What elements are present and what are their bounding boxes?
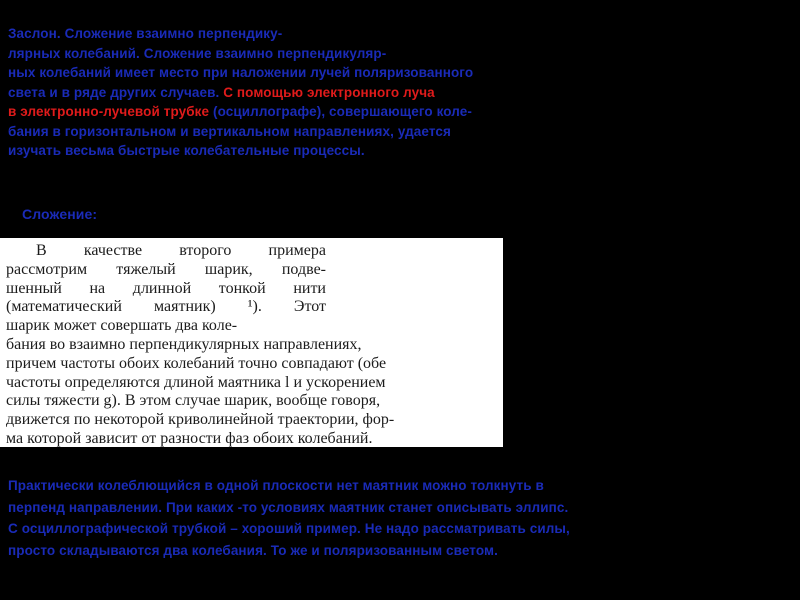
intro-text: (осциллографе), совершающего коле-	[209, 104, 472, 119]
intro-text: света и в ряде других случаев.	[8, 84, 224, 100]
intro-line	[8, 102, 688, 122]
excerpt-line: (математический маятник) ¹). Этот	[6, 298, 326, 316]
highlight-text: С помощью электронного луча	[223, 84, 435, 100]
outro-line: С осциллографической трубкой – хороший пример. Не надо рассматривать силы,	[8, 521, 570, 536]
scanned-book-excerpt	[0, 238, 503, 447]
section-caption: Сложение:	[22, 206, 98, 222]
intro-paragraph	[8, 24, 688, 161]
excerpt-line: движется по некоторой криволинейной траектории, фор-	[6, 411, 395, 429]
intro-line: изучать весьма быстрые колебательные процессы.	[8, 143, 365, 158]
excerpt-line: силы тяжести g). В этом случае шарик, вообще говоря,	[6, 392, 381, 410]
outro-line: Практически колеблющийся в одной плоскости нет маятник можно толкнуть в	[8, 478, 544, 493]
outro-paragraph	[8, 475, 793, 561]
intro-line	[8, 83, 688, 103]
excerpt-line: ма которой зависит от разности фаз обоих колебаний.	[6, 429, 373, 447]
outro-line: просто складываются два колебания. То же и поляризованным светом.	[8, 542, 498, 558]
excerpt-line: частоты определяются длиной маятника l и ускорением	[6, 373, 386, 391]
excerpt-line: В качестве второго примера	[36, 242, 326, 259]
excerpt-line: причем частоты обоих колебаний точно совпадают (обе	[6, 354, 387, 372]
outro-line: перпенд направлении. При каких -то условиях маятник станет описывать эллипс.	[8, 499, 569, 515]
excerpt-line: шарик может совершать два коле-	[6, 317, 238, 335]
intro-line: ных колебаний имеет место при наложении лучей поляризованного	[8, 65, 474, 80]
excerpt-line: рассмотрим тяжелый шарик, подве-	[6, 260, 326, 278]
excerpt-line: шенный на длинной тонкой нити	[6, 279, 326, 297]
excerpt-line: бания во взаимно перпендикулярных направлениях,	[6, 335, 362, 353]
intro-line: Заслон. Сложение взаимно перпендику-	[8, 26, 283, 41]
highlight-text: в электронно-лучевой трубке	[8, 104, 210, 119]
intro-line: бания в горизонтальном и вертикальном направлениях, удается	[8, 123, 451, 139]
intro-line: лярных колебаний. Сложение взаимно перпендикуляр-	[8, 45, 387, 61]
